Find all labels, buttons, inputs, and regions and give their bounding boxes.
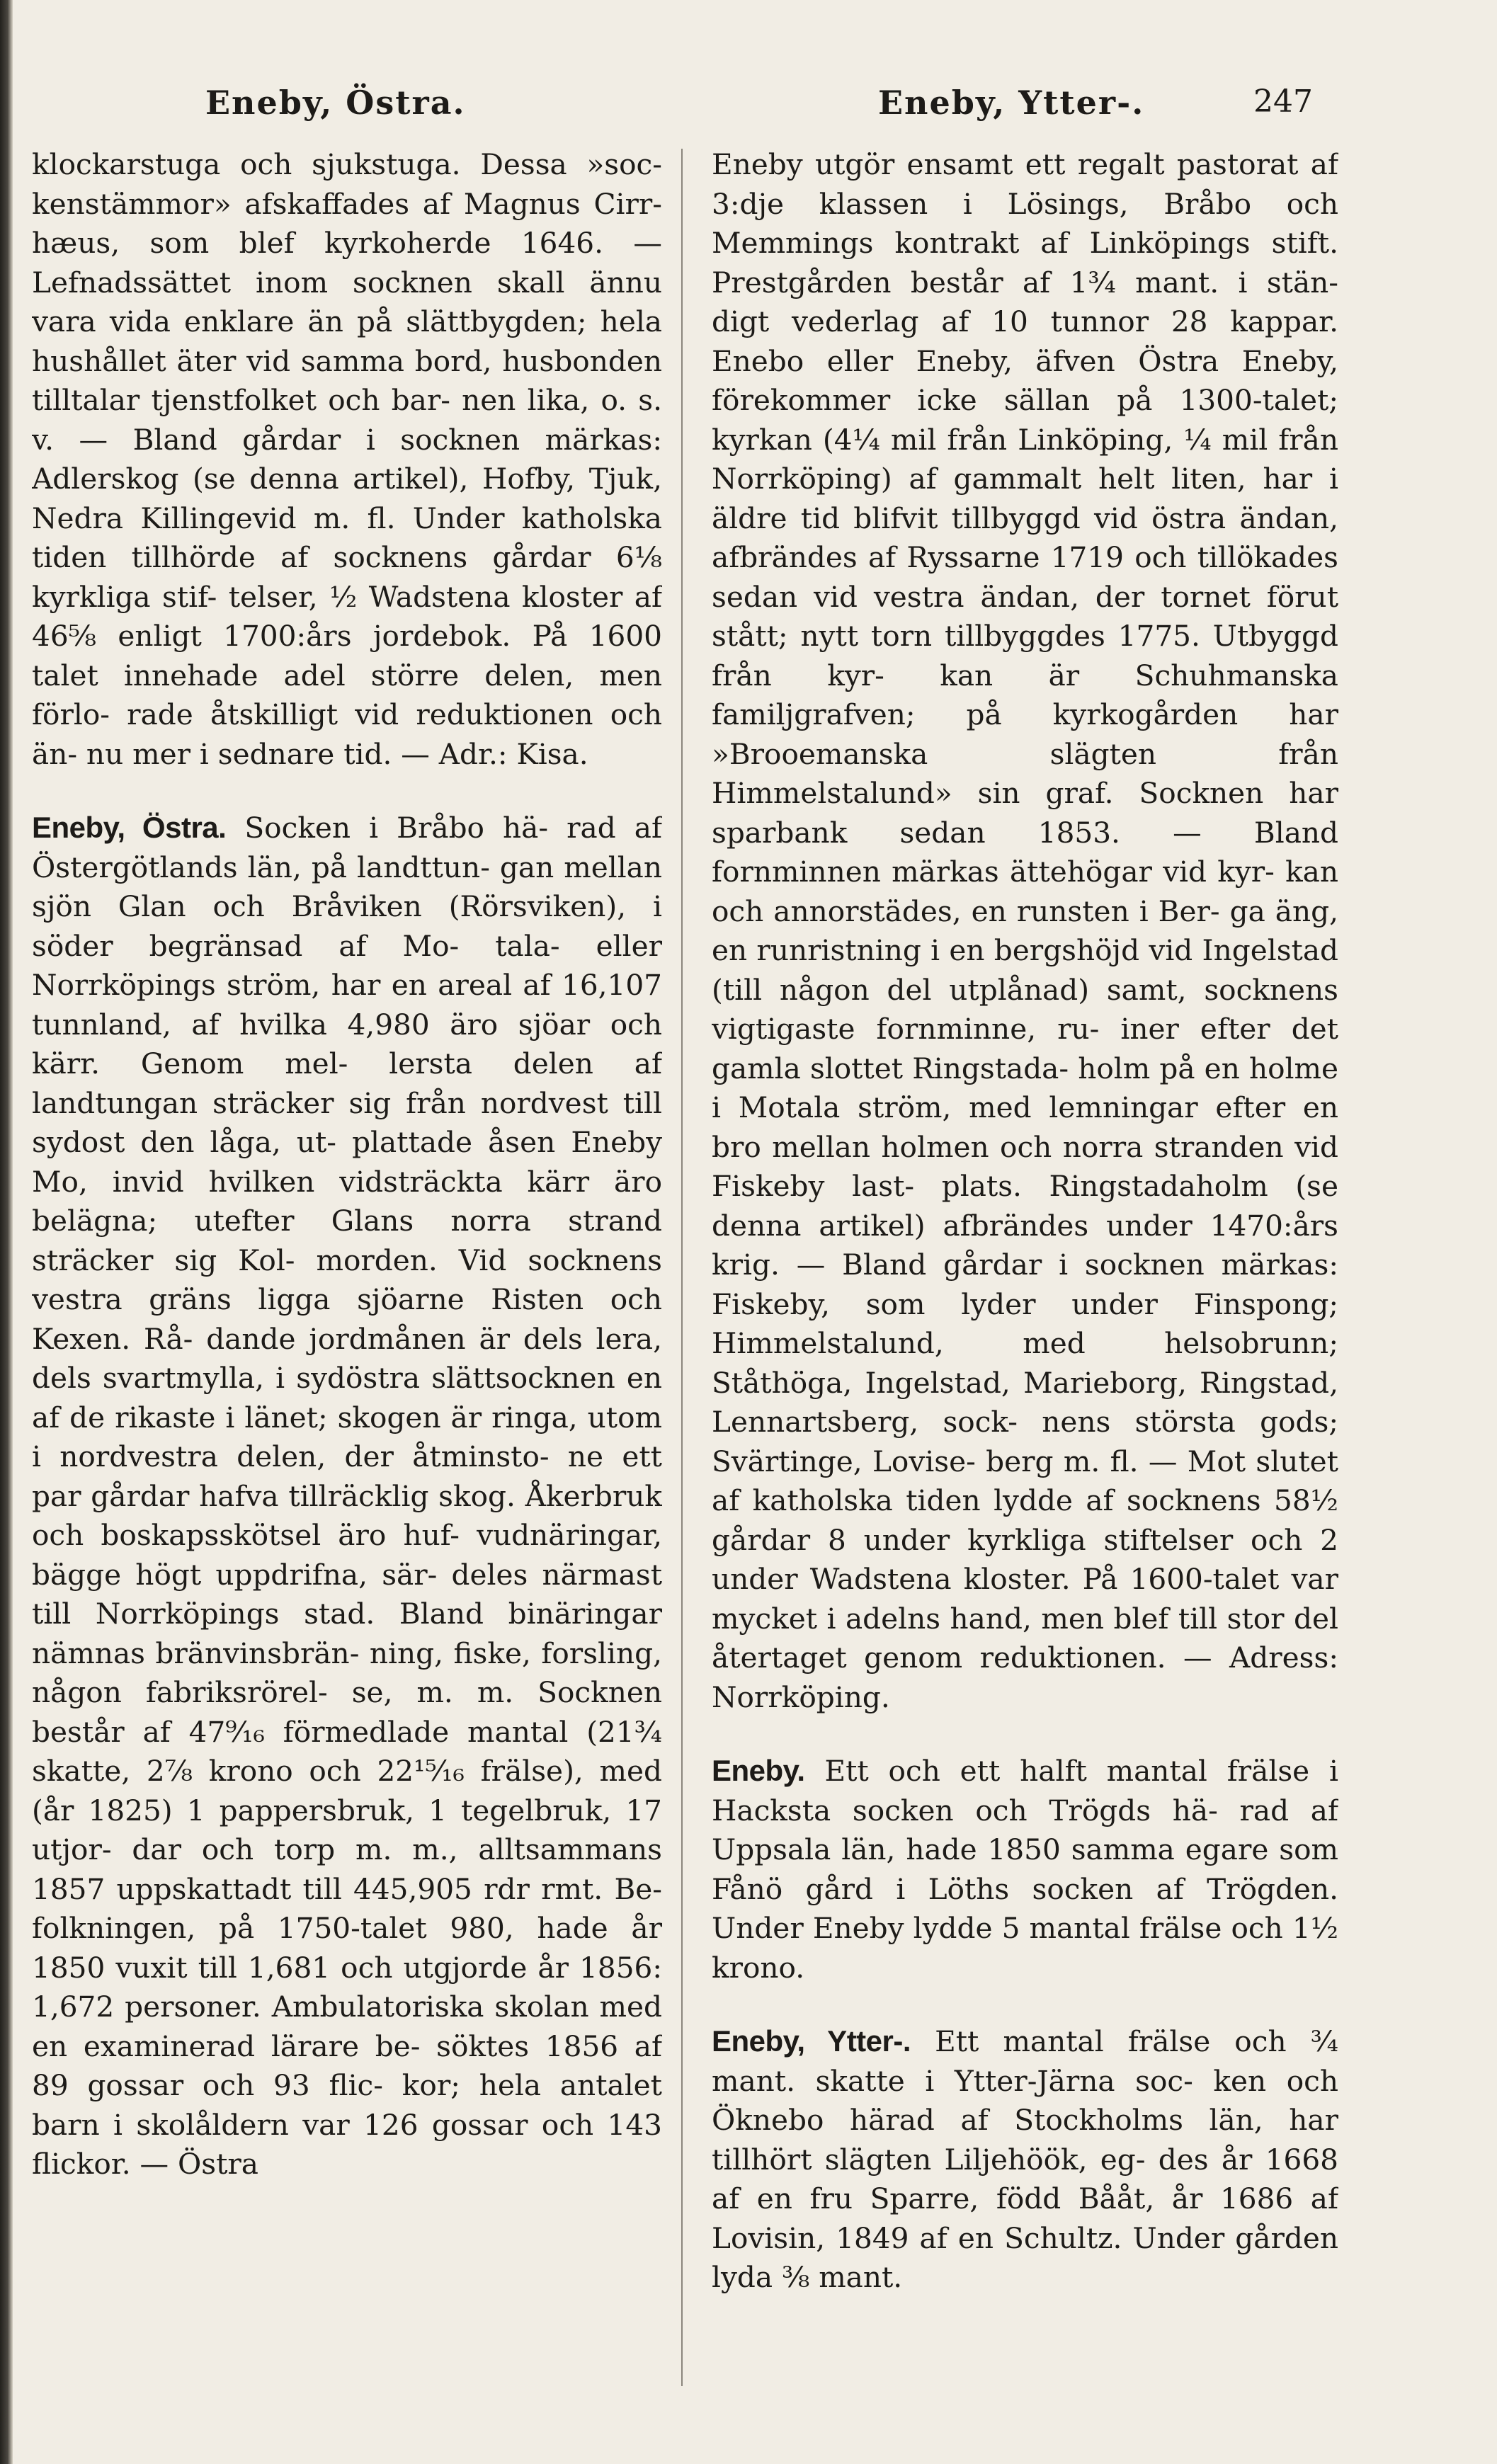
entry-continuation-text: klockarstuga och sjukstuga. Dessa »soc- kenstämmor» afskaffades af Magnus Cirr- hæus, som blef kyrkoherde 1646. — Lefnadssättet inom socknen skall ännu vara vida enklare än på slättbygden; hela hushållet äter vid samma bord, husbonden tilltalar tjenstfolket och bar- nen lika, o. s. v. — Bland gårdar i socknen märkas: Adlerskog (se denna artikel), Hofby, Tjuk, Nedra Killingevid m. fl. Under katholska tiden tillhörde af socknens gårdar 6⅛ kyrkliga stif- telser, ½ Wadstena kloster af 46⅝ enligt 1700:års jordebok. På 1600 talet innehade adel större delen, men förlo- rade åtskilligt vid reduktionen och än- nu mer i sednare tid. — Adr.: Kisa. xyxy=(32,147,662,771)
entry-body: Socken i Bråbo hä- rad af Östergötlands län, på landttun- gan mellan sjön Glan och Bråviken (Rörsviken), i söder begränsad af Mo- tala- eller Norrköpings ström, har en areal af 16,107 tunnland, af hvilka 4,980 äro sjöar och kärr. Genom mel- lersta delen af landtungan sträcker sig från nordvest till sydost den låga, ut- plattade åsen Eneby Mo, invid hvilken vidsträckta kärr äro belägna; utefter Glans norra strand sträcker sig Kol- morden. Vid socknens vestra gräns ligga sjöarne Risten och Kexen. Rå- dande jordmånen är dels lera, dels svartmylla, i sydöstra slättsocknen en af de rikaste i länet; skogen är ringa, utom i nordvestra delen, der åtminsto- ne ett par gårdar hafva tillräcklig skog. Åkerbruk och boskapsskötsel äro huf- vudnäringar, bägge högt uppdrifna, sär- deles närmast till Norrköpings stad. Bland binäringar nämnas bränvinsbrän- ning, fiske, forsling, någon fabriksrörel- se, m. m. Socknen består af 47⁹⁄₁₆ förmedlade mantal (21¾ skatte, 2⅞ krono och 22¹⁵⁄₁₆ frälse), med (år 1825) 1 pappersbruk, 1 tegelbruk, 17 utjor- dar och torp m. m., alltsammans 1857 uppskattadt till 445,905 rdr rmt. Be- folkningen, på 1750-talet 980, hade år 1850 vuxit till 1,681 och utgjorde år 1856: 1,672 personer. Ambulatoriska skolan med en examinerad lärare be- söktes 1856 af 89 gossar och 93 flic- kor; hela antalet barn i skolåldern var 126 gossar och 143 flickor. — Östra xyxy=(32,811,662,2181)
entry-headword: Eneby. xyxy=(712,1754,805,1787)
page-number: 247 xyxy=(1253,84,1313,120)
header-left-title: Eneby, Östra. xyxy=(205,84,466,122)
column-divider xyxy=(681,149,683,2386)
entry-headword: Eneby, Ytter-. xyxy=(712,2024,911,2058)
book-spine-edge xyxy=(0,0,13,2464)
entry-headword: Eneby, Östra. xyxy=(32,811,227,844)
entry-continuation-text: Eneby utgör ensamt ett regalt pastorat af 3:dje klassen i Lösings, Bråbo och Memmings kontrakt af Linköpings stift. Prestgården består af 1¾ mant. i stän- digt vederlag af 10 tunnor 28 kappar. Enebo eller Eneby, äfven Östra Eneby, förekommer icke sällan på 1300-talet; kyrkan (4¼ mil från Linköping, ¼ mil från Norrköping) af gammalt helt liten, har i äldre tid blifvit tillbyggd vid östra ändan, afbrändes af Ryssarne 1719 och tillökades sedan vid vestra ändan, der tornet förut stått; nytt torn tillbyggdes 1775. Utbyggd från kyr- kan är Schuhmanska familjgrafven; på kyrkogården har »Brooemanska slägten från Himmelstalund» sin graf. Socknen har sparbank sedan 1853. — Bland fornminnen märkas ättehögar vid kyr- kan och annorstädes, en runsten i Ber- ga äng, en runristning i en bergshöjd vid Ingelstad (till någon del utplånad) samt, socknens vigtigaste fornminne, ru- iner efter det gamla slottet Ringstada- holm på en holme i Motala ström, med lemningar efter en bro mellan holmen och norra stranden vid Fiskeby last- plats. Ringstadaholm (se denna artikel) afbrändes under 1470:års krig. — Bland gårdar i socknen märkas: Fiskeby, som lyder under Finspong; Himmelstalund, med helsobrunn; Ståthöga, Ingelstad, Marieborg, Ringstad, Lennartsberg, sock- nens största gods; Svärtinge, Lovise- berg m. fl. — Mot slutet af katholska tiden lydde af socknens 58½ gårdar 8 under kyrkliga stiftelser och 2 under Wadstena kloster. På 1600-talet var mycket i adelns hand, men blef till stor del återtaget genom reduktionen. — Adress: Norrköping. xyxy=(712,147,1338,1714)
left-column xyxy=(32,145,662,2411)
header-right-title: Eneby, Ytter-. xyxy=(878,84,1145,122)
right-column xyxy=(712,145,1338,2411)
entry-body: Ett mantal frälse och ¾ mant. skatte i Ytter-Järna soc- ken och Öknebo härad af Stockholms län, har tillhört slägten Liljehöök, eg- des år 1668 af en fru Sparre, född Bååt, år 1686 af Lovisin, 1849 af en Schultz. Under gården lyda ⅜ mant. xyxy=(712,2024,1338,2294)
running-header xyxy=(28,84,1445,133)
entry-eneby-ytter xyxy=(712,2021,1338,2298)
entry-eneby xyxy=(712,1751,1338,1987)
entry-body: Ett och ett halft mantal frälse i Hacksta socken och Trögds hä- rad af Uppsala län, hade 1850 samma egare som Fånö gård i Löths socken af Trögden. Under Eneby lydde 5 mantal frälse och 1½ krono. xyxy=(712,1754,1338,1985)
entry-eneby-ostra xyxy=(32,808,662,2184)
